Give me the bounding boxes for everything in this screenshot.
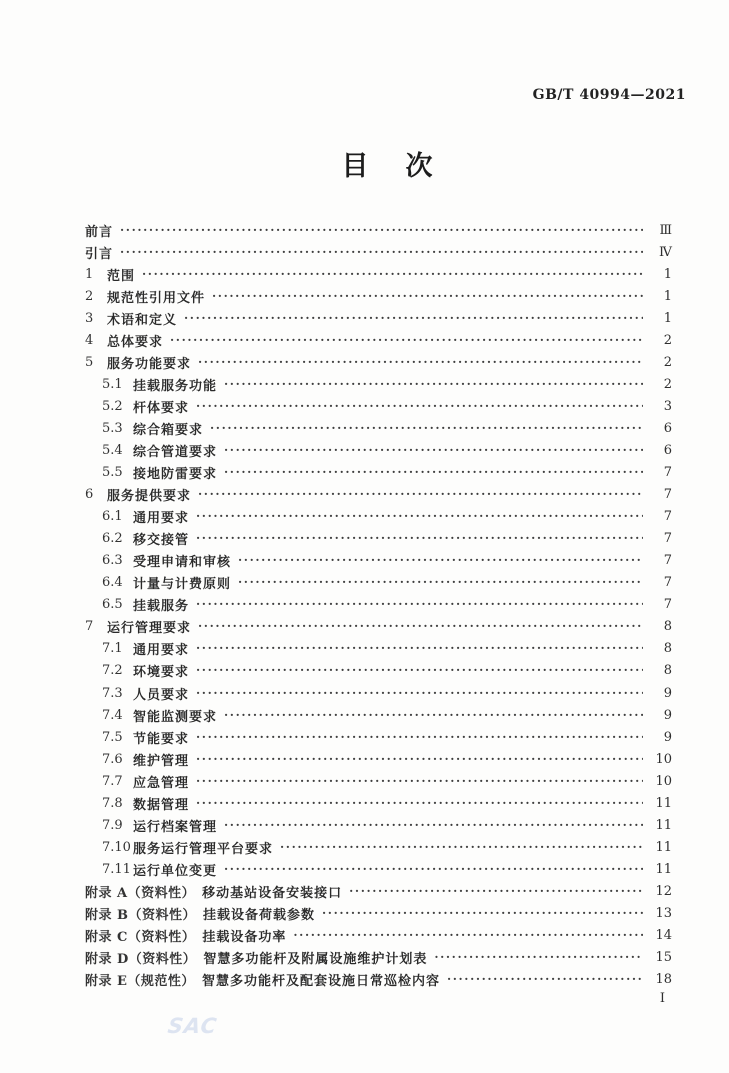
- dot-leader: [224, 465, 643, 480]
- toc-entry-number: 7.3: [102, 685, 123, 701]
- toc-entry-page: 11: [655, 817, 672, 833]
- toc-entry-title: 服务运行管理平台要求: [133, 841, 274, 857]
- toc-entry-number: 7.4: [102, 707, 123, 723]
- toc-entry-title: 通用要求: [133, 643, 190, 659]
- toc-entry: [85, 748, 672, 770]
- toc-entry: [85, 484, 672, 506]
- toc-entry-number: 7.6: [102, 751, 123, 767]
- toc-entry-page: 1: [663, 310, 672, 326]
- toc-entry-title: 综合管道要求: [133, 444, 218, 460]
- toc-entry-page: 8: [663, 641, 672, 657]
- toc-entry-title: 环境要求: [133, 665, 190, 681]
- toc-entry: [85, 616, 672, 638]
- toc-entry-page: Ⅳ: [659, 244, 672, 260]
- dot-leader: [184, 311, 643, 326]
- dot-leader: [196, 686, 643, 701]
- dot-leader: [198, 619, 643, 634]
- toc-entry-page: 2: [663, 354, 672, 370]
- dot-leader: [196, 597, 643, 612]
- toc-entry: [85, 528, 672, 550]
- toc-entry-number: 7.2: [102, 663, 123, 679]
- toc-entry: [85, 263, 672, 285]
- toc-entry: [85, 836, 672, 858]
- toc-entry: [85, 880, 672, 902]
- toc-entry-number: 7.1: [102, 641, 123, 657]
- toc-entry-title: 杆体要求: [133, 400, 190, 416]
- toc-entry-page: 1: [663, 266, 672, 282]
- dot-leader: [196, 531, 643, 546]
- page-title: 目 次: [341, 151, 438, 182]
- toc-entry-title: 运行管理要求: [107, 621, 192, 637]
- toc-entry: [85, 770, 672, 792]
- toc-entry-page: 2: [663, 332, 672, 348]
- toc-entry-title: 规范性引用文件: [107, 290, 206, 306]
- toc-entry: [85, 219, 672, 241]
- dot-leader: [238, 575, 643, 590]
- dot-leader: [142, 267, 643, 282]
- toc-entry-title: 智慧多功能杆及配套设施日常巡检内容: [201, 974, 440, 990]
- toc-entry-title: 引言: [85, 246, 114, 262]
- toc-entry-number: 7.8: [102, 795, 123, 811]
- toc-entry: [85, 858, 672, 880]
- toc-entry-page: 11: [655, 861, 672, 877]
- dot-leader: [224, 443, 643, 458]
- toc-entry-title: 节能要求: [133, 731, 190, 747]
- toc-entry-number: 7.10: [102, 839, 131, 855]
- sac-watermark: SAC: [166, 1014, 219, 1038]
- toc-entry-number: 7: [85, 619, 94, 635]
- toc-entry-number: 7.7: [102, 773, 123, 789]
- toc-entry-title: 挂载设备荷载参数: [203, 907, 316, 923]
- toc-entry-page: 10: [655, 751, 672, 767]
- dot-leader: [196, 796, 643, 811]
- toc-entry-page: 11: [655, 839, 672, 855]
- toc-entry-page: 3: [663, 398, 672, 414]
- toc-entry-number: 3: [85, 310, 94, 326]
- toc-entry-title: 术语和定义: [107, 312, 178, 328]
- toc-entry-page: 14: [655, 928, 672, 944]
- toc-entry-number: 4: [85, 332, 94, 348]
- toc-entry-number: 附录 B（资料性）: [85, 907, 197, 923]
- toc-entry-page: 9: [663, 707, 672, 723]
- toc-entry-page: 15: [655, 950, 672, 966]
- toc-entry-title: 综合箱要求: [133, 422, 204, 438]
- toc-entry-number: 5.2: [102, 398, 123, 414]
- toc-entry-title: 受理申请和审核: [133, 555, 232, 571]
- toc-entry-number: 7.9: [102, 817, 123, 833]
- toc-entry-title: 智慧多功能杆及附属设施维护计划表: [203, 952, 428, 968]
- dot-leader: [224, 377, 643, 392]
- dot-leader: [293, 928, 643, 943]
- toc-entry-title: 范围: [107, 268, 136, 284]
- toc-entry: [85, 572, 672, 594]
- toc-entry-page: Ⅲ: [659, 222, 672, 238]
- standard-code: GB/T 40994—2021: [532, 87, 686, 103]
- toc-entry-page: 8: [663, 663, 672, 679]
- toc-entry-title: 运行单位变更: [133, 863, 218, 879]
- toc-entry-number: 6: [85, 487, 94, 503]
- toc-entry-number: 2: [85, 288, 94, 304]
- toc-entry-title: 服务提供要求: [107, 489, 192, 505]
- toc-entry: [85, 814, 672, 836]
- dot-leader: [349, 884, 643, 899]
- dot-leader: [196, 752, 643, 767]
- toc-entry-title: 智能监测要求: [133, 709, 218, 725]
- toc-entry: [85, 902, 672, 924]
- toc-entry: [85, 373, 672, 395]
- dot-leader: [322, 906, 643, 921]
- toc-entry: [85, 241, 672, 263]
- toc-entry-page: 1: [663, 288, 672, 304]
- toc-entry-title: 应急管理: [133, 775, 190, 791]
- toc-entry: [85, 660, 672, 682]
- toc-entry-title: 接地防雷要求: [133, 467, 218, 483]
- toc-entry: [85, 726, 672, 748]
- dot-leader: [170, 333, 643, 348]
- dot-leader: [196, 774, 643, 789]
- toc-entry-page: 7: [663, 553, 672, 569]
- dot-leader: [210, 421, 643, 436]
- dot-leader: [120, 223, 643, 238]
- dot-leader: [196, 663, 643, 678]
- toc-entry-page: 9: [663, 685, 672, 701]
- toc-entry-number: 6.2: [102, 531, 123, 547]
- toc-entry: [85, 638, 672, 660]
- toc-entry-page: 7: [663, 487, 672, 503]
- toc-entry-title: 维护管理: [133, 753, 190, 769]
- dot-leader: [198, 487, 643, 502]
- toc-entry-page: 7: [663, 531, 672, 547]
- table-of-contents: [85, 219, 672, 991]
- toc-entry: [85, 969, 672, 991]
- toc-entry: [85, 594, 672, 616]
- dot-leader: [196, 399, 643, 414]
- toc-entry: [85, 792, 672, 814]
- toc-entry-page: 7: [663, 465, 672, 481]
- dot-leader: [196, 641, 643, 656]
- dot-leader: [224, 818, 643, 833]
- toc-entry-title: 人员要求: [133, 687, 190, 703]
- toc-entry-page: 12: [655, 883, 672, 899]
- dot-leader: [447, 972, 643, 987]
- toc-entry: [85, 682, 672, 704]
- toc-entry-title: 挂载设备功率: [202, 930, 287, 946]
- toc-entry-page: 7: [663, 509, 672, 525]
- page-number: Ⅰ: [659, 991, 665, 1006]
- dot-leader: [434, 950, 643, 965]
- toc-entry-title: 挂载服务: [133, 599, 190, 615]
- dot-leader: [212, 289, 643, 304]
- toc-entry-title: 移交接管: [133, 533, 190, 549]
- dot-leader: [120, 245, 643, 260]
- dot-leader: [196, 730, 643, 745]
- dot-leader: [196, 509, 643, 524]
- dot-leader: [198, 355, 643, 370]
- toc-entry-number: 5.4: [102, 442, 123, 458]
- toc-entry-page: 10: [655, 773, 672, 789]
- toc-entry-page: 7: [663, 575, 672, 591]
- toc-entry-number: 6.1: [102, 509, 123, 525]
- toc-entry-title: 数据管理: [133, 797, 190, 813]
- toc-entry: [85, 285, 672, 307]
- toc-entry-title: 挂载服务功能: [133, 378, 218, 394]
- toc-entry-page: 6: [663, 420, 672, 436]
- toc-entry: [85, 307, 672, 329]
- toc-entry-number: 5.5: [102, 465, 123, 481]
- dot-leader: [280, 840, 643, 855]
- toc-entry: [85, 462, 672, 484]
- toc-entry-number: 6.4: [102, 575, 123, 591]
- toc-entry-title: 通用要求: [133, 511, 190, 527]
- toc-entry-number: 附录 A（资料性）: [85, 885, 196, 901]
- toc-entry-page: 11: [655, 795, 672, 811]
- toc-entry-title: 移动基站设备安装接口: [202, 885, 343, 901]
- toc-entry-number: 7.5: [102, 729, 123, 745]
- toc-entry: [85, 506, 672, 528]
- toc-entry: [85, 947, 672, 969]
- toc-entry-title: 运行档案管理: [133, 819, 218, 835]
- toc-entry: [85, 395, 672, 417]
- toc-entry-page: 8: [663, 619, 672, 635]
- toc-entry-title: 服务功能要求: [107, 356, 192, 372]
- dot-leader: [224, 708, 643, 723]
- toc-entry-page: 13: [655, 905, 672, 921]
- toc-entry-number: 附录 D（资料性）: [85, 952, 197, 968]
- toc-entry-number: 1: [85, 266, 94, 282]
- toc-entry-title: 计量与计费原则: [133, 577, 232, 593]
- toc-entry-number: 5.3: [102, 420, 123, 436]
- toc-entry-title: 总体要求: [107, 334, 164, 350]
- toc-entry-number: 5.1: [102, 376, 123, 392]
- toc-entry-number: 6.3: [102, 553, 123, 569]
- toc-entry: [85, 417, 672, 439]
- toc-entry-page: 2: [663, 376, 672, 392]
- toc-entry-page: 18: [655, 972, 672, 988]
- toc-entry-number: 7.11: [102, 861, 131, 877]
- toc-entry: [85, 351, 672, 373]
- toc-entry: [85, 550, 672, 572]
- toc-entry-number: 附录 C（资料性）: [85, 930, 196, 946]
- toc-entry: [85, 925, 672, 947]
- dot-leader: [238, 553, 643, 568]
- dot-leader: [224, 862, 643, 877]
- toc-entry: [85, 329, 672, 351]
- toc-entry-page: 9: [663, 729, 672, 745]
- toc-entry-number: 附录 E（规范性）: [85, 974, 195, 990]
- toc-entry: [85, 704, 672, 726]
- toc-entry-number: 6.5: [102, 597, 123, 613]
- toc-entry-number: 5: [85, 354, 94, 370]
- toc-entry: [85, 439, 672, 461]
- toc-entry-title: 前言: [85, 224, 114, 240]
- toc-entry-page: 7: [663, 597, 672, 613]
- toc-entry-page: 6: [663, 442, 672, 458]
